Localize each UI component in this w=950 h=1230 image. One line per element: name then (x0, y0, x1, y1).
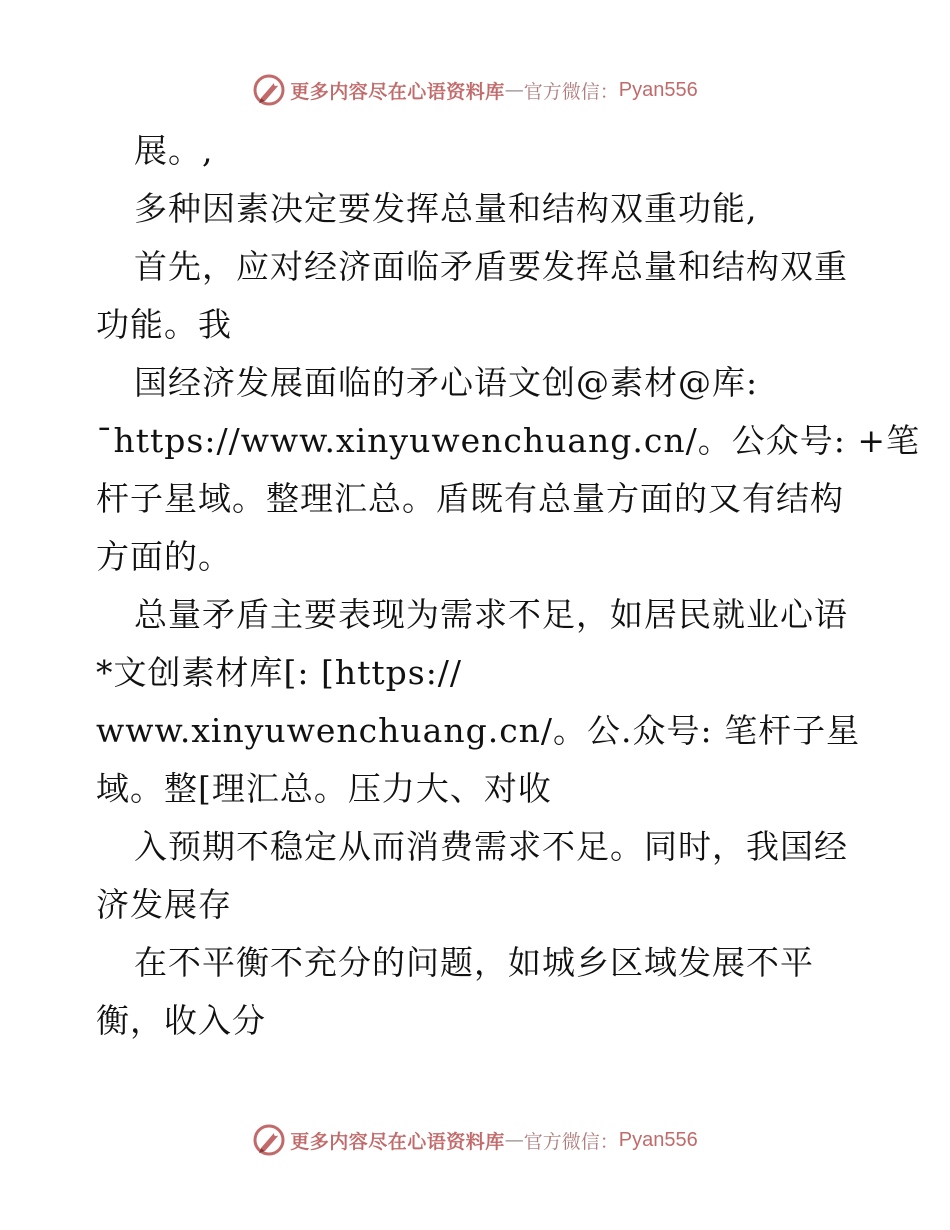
header-banner (0, 70, 950, 110)
body-line: 总量矛盾主要表现为需求不足，如居民就业心语 (134, 595, 848, 634)
body-line: 域。整[理汇总。压力大、对收 (96, 769, 552, 808)
body-line: 在不平衡不充分的问题，如城乡区域发展不平 (134, 943, 814, 982)
header-official-label: 官方微信： (523, 80, 619, 103)
body-line: 济发展存 (96, 885, 232, 924)
footer-separator: — (504, 1129, 524, 1151)
body-line: www.xinyuwenchuang.cn/。公.众号: 笔杆子星 (96, 711, 861, 750)
body-line: 功能。我 (96, 305, 232, 344)
body-line: 衡，收入分 (96, 1001, 266, 1040)
footer-wechat-id: Pyan556 (618, 1128, 698, 1151)
header-separator: — (504, 79, 524, 101)
body-line: *文创素材库[: [https:// (96, 653, 463, 692)
document-body (96, 122, 920, 1050)
body-line: 方面的。 (96, 537, 232, 576)
header-wechat-id: Pyan556 (618, 78, 698, 101)
body-line: ¯https://www.xinyuwenchuang.cn/。公众号: +笔 (96, 421, 920, 460)
body-line: 多种因素决定要发挥总量和结构双重功能, (134, 189, 758, 228)
body-line: 杆子星域。整理汇总。盾既有总量方面的又有结构 (96, 479, 844, 518)
pen-circle-logo-icon (252, 1123, 286, 1157)
body-line: 首先，应对经济面临矛盾要发挥总量和结构双重 (134, 247, 848, 286)
body-line: 展。, (134, 131, 214, 170)
footer-official-label: 官方微信： (523, 1130, 619, 1153)
header-slogan: 更多内容尽在心语资料库 (290, 80, 505, 103)
footer-banner (0, 1120, 950, 1160)
pen-circle-logo-icon (252, 73, 286, 107)
footer-slogan: 更多内容尽在心语资料库 (290, 1130, 505, 1153)
body-line: 国经济发展面临的矛心语文创@素材@库: (134, 363, 759, 402)
body-line: 入预期不稳定从而消费需求不足。同时，我国经 (134, 827, 848, 866)
